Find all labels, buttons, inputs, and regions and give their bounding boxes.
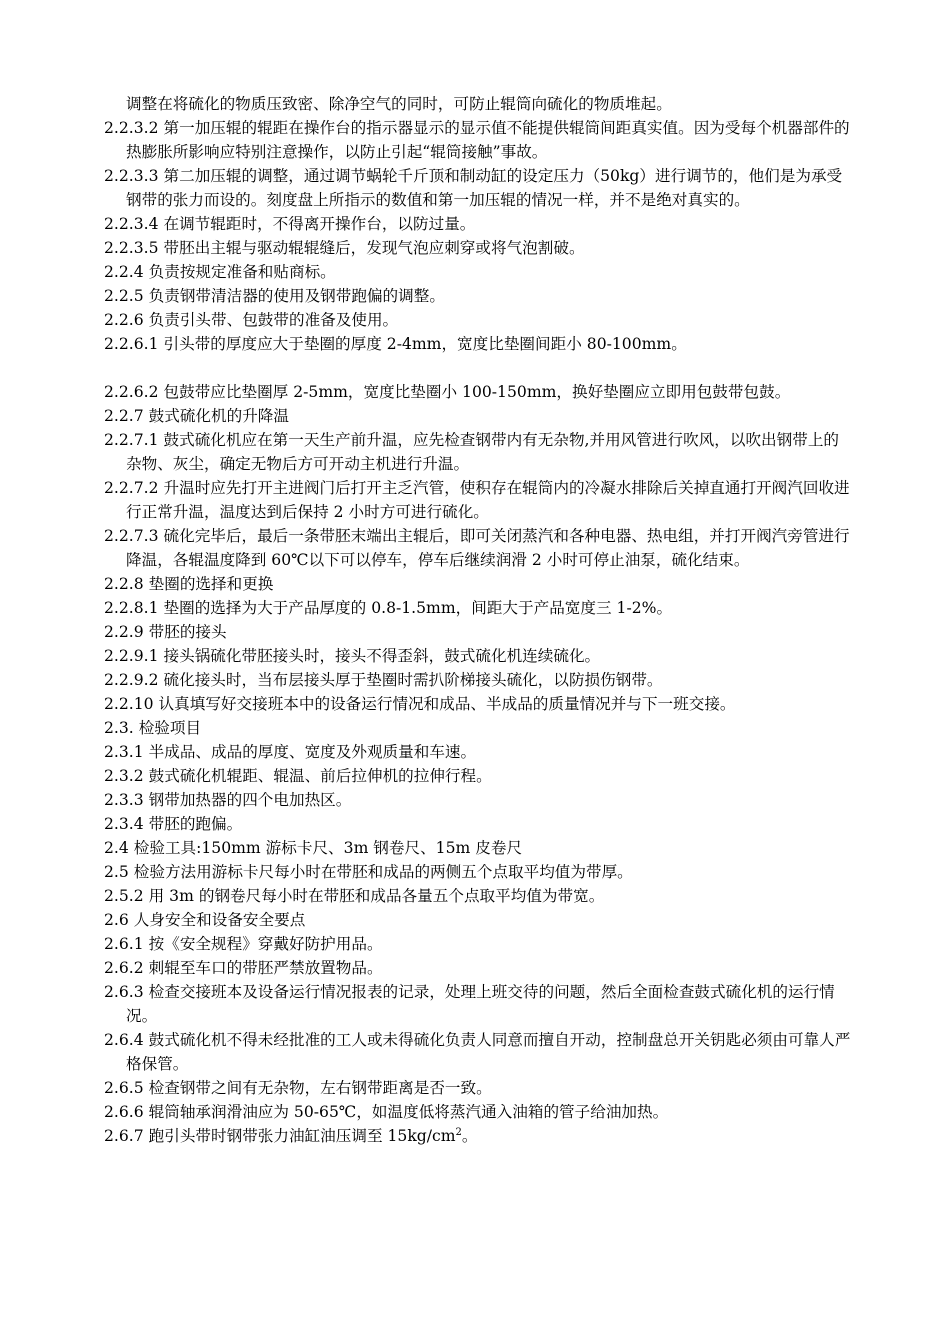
document-paragraph: [104, 596, 854, 620]
document-paragraph: [104, 884, 854, 908]
document-paragraph: [104, 524, 854, 572]
paragraph-text: 2.3.2 鼓式硫化机辊距、辊温、前后拉伸机的拉伸行程。: [104, 767, 492, 785]
paragraph-text: 2.2.3.4 在调节辊距时，不得离开操作台，以防过量。: [104, 215, 476, 233]
document-paragraph: [104, 716, 854, 740]
document-paragraph: [104, 836, 854, 860]
paragraph-text: 2.2.9.1 接头锅硫化带胚接头时，接头不得歪斜，鼓式硫化机连续硫化。: [104, 647, 601, 665]
document-paragraph: [104, 476, 854, 524]
paragraph-text: 2.6.4 鼓式硫化机不得未经批准的工人或未得硫化负责人同意而擅自开动，控制盘总开关钥匙必须由可靠人严格保管。: [104, 1031, 851, 1073]
paragraph-text: 2.6.5 检查钢带之间有无杂物，左右钢带距离是否一致。: [104, 1079, 492, 1097]
paragraph-text: 2.6 人身安全和设备安全要点: [104, 911, 306, 929]
paragraph-text: 2.6.2 刺辊至车口的带胚严禁放置物品。: [104, 959, 383, 977]
document-paragraph: [104, 692, 854, 716]
document-paragraph: [104, 980, 854, 1028]
document-paragraph: [104, 740, 854, 764]
paragraph-text: 2.6.7 跑引头带时钢带张力油缸油压调至 15kg/cm: [104, 1127, 456, 1145]
paragraph-text: 2.2.6.1 引头带的厚度应大于垫圈的厚度 2-4mm，宽度比垫圈间距小 80-100mm。: [104, 335, 687, 353]
document-paragraph: [104, 1076, 854, 1100]
document-paragraph: [104, 908, 854, 932]
document-paragraph: [104, 620, 854, 644]
paragraph-text: 2.2.6.2 包鼓带应比垫圈厚 2-5mm，宽度比垫圈小 100-150mm，换好垫圈应立即用包鼓带包鼓。: [104, 383, 791, 401]
document-paragraph: [104, 644, 854, 668]
document-paragraph: [104, 572, 854, 596]
document-paragraph: [104, 668, 854, 692]
document-paragraph: [104, 308, 854, 332]
paragraph-text: 2.2.6 负责引头带、包鼓带的准备及使用。: [104, 311, 399, 329]
document-paragraph: [104, 380, 854, 404]
paragraph-text: 2.4 检验工具:150mm 游标卡尺、3m 钢卷尺、15m 皮卷尺: [104, 839, 523, 857]
paragraph-text: 2.2.3.3 第二加压辊的调整，通过调节蜗轮千斤顶和制动缸的设定压力（50kg）进行调节的，他们是为承受钢带的张力而设的。刻度盘上所指示的数值和第一加压辊的情况一样，并不是绝对真实的。: [104, 167, 843, 209]
paragraph-text: 2.2.9.2 硫化接头时，当布层接头厚于垫圈时需扒阶梯接头硫化，以防损伤钢带。: [104, 671, 663, 689]
document-paragraph: [104, 1124, 854, 1148]
paragraph-text: 2.2.7.1 鼓式硫化机应在第一天生产前升温，应先检查钢带内有无杂物,并用风管进行吹风，以吹出钢带上的杂物、灰尘，确定无物后方可开动主机进行升温。: [104, 431, 840, 473]
paragraph-text: 2.6.3 检查交接班本及设备运行情况报表的记录，处理上班交待的问题，然后全面检查鼓式硫化机的运行情况。: [104, 983, 835, 1025]
superscript: 2: [455, 1126, 462, 1138]
document-paragraph: [104, 764, 854, 788]
document-paragraph: [104, 92, 854, 116]
paragraph-text: 2.2.8.1 垫圈的选择为大于产品厚度的 0.8-1.5mm，间距大于产品宽度三 1-2%。: [104, 599, 673, 617]
paragraph-text: 2.3.3 钢带加热器的四个电加热区。: [104, 791, 352, 809]
paragraph-text: 调整在将硫化的物质压致密、除净空气的同时，可防止辊筒向硫化的物质堆起。: [126, 95, 672, 113]
document-paragraph: [104, 1100, 854, 1124]
paragraph-text: 2.2.4 负责按规定准备和贴商标。: [104, 263, 336, 281]
document-paragraph: [104, 788, 854, 812]
document-paragraph: [104, 116, 854, 164]
paragraph-text: 2.2.9 带胚的接头: [104, 623, 227, 641]
paragraph-text: 2.6.6 辊筒轴承润滑油应为 50-65℃，如温度低将蒸汽通入油箱的管子给油加热。: [104, 1103, 669, 1121]
paragraph-text: 2.3.4 带胚的跑偏。: [104, 815, 243, 833]
paragraph-text: 2.2.3.5 带胚出主辊与驱动辊辊缝后，发现气泡应刺穿或将气泡割破。: [104, 239, 585, 257]
paragraph-text: 2.5 检验方法用游标卡尺每小时在带胚和成品的两侧五个点取平均值为带厚。: [104, 863, 633, 881]
document-page: [104, 92, 854, 1148]
document-paragraph: [104, 164, 854, 212]
document-paragraph: [104, 236, 854, 260]
paragraph-text: 2.2.8 垫圈的选择和更换: [104, 575, 274, 593]
paragraph-text: 2.2.7 鼓式硫化机的升降温: [104, 407, 289, 425]
paragraph-text: 2.3. 检验项目: [104, 719, 202, 737]
document-paragraph: [104, 812, 854, 836]
paragraph-text: 2.2.10 认真填写好交接班本中的设备运行情况和成品、半成品的质量情况并与下一班交接。: [104, 695, 736, 713]
document-paragraph: [104, 932, 854, 956]
paragraph-text: 2.5.2 用 3m 的钢卷尺每小时在带胚和成品各量五个点取平均值为带宽。: [104, 887, 605, 905]
document-paragraph: [104, 1028, 854, 1076]
document-paragraph: [104, 284, 854, 308]
blank-line: [104, 356, 854, 380]
document-paragraph: [104, 332, 854, 356]
paragraph-text: 2.2.3.2 第一加压辊的辊距在操作台的指示器显示的显示值不能提供辊筒间距真实值。因为受每个机器部件的热膨胀所影响应特别注意操作，以防止引起“辊筒接触”事故。: [104, 119, 850, 161]
paragraph-text: 2.6.1 按《安全规程》穿戴好防护用品。: [104, 935, 383, 953]
document-paragraph: [104, 860, 854, 884]
document-paragraph: [104, 956, 854, 980]
document-paragraph: [104, 212, 854, 236]
document-paragraph: [104, 260, 854, 284]
paragraph-text: 2.2.5 负责钢带清洁器的使用及钢带跑偏的调整。: [104, 287, 445, 305]
paragraph-text: 2.3.1 半成品、成品的厚度、宽度及外观质量和车速。: [104, 743, 477, 761]
paragraph-tail: 。: [461, 1127, 478, 1145]
paragraph-text: 2.2.7.3 硫化完毕后，最后一条带胚末端出主辊后，即可关闭蒸汽和各种电器、热电组，并打开阀汽旁管进行降温，各辊温度降到 60℃以下可以停车，停车后继续润滑 2 小时可停止油泵，硫化结束。: [104, 527, 850, 569]
document-paragraph: [104, 404, 854, 428]
document-paragraph: [104, 428, 854, 476]
paragraph-text: 2.2.7.2 升温时应先打开主进阀门后打开主乏汽管，使积存在辊筒内的冷凝水排除后关掉直通打开阀汽回收进行正常升温，温度达到后保持 2 小时方可进行硫化。: [104, 479, 850, 521]
